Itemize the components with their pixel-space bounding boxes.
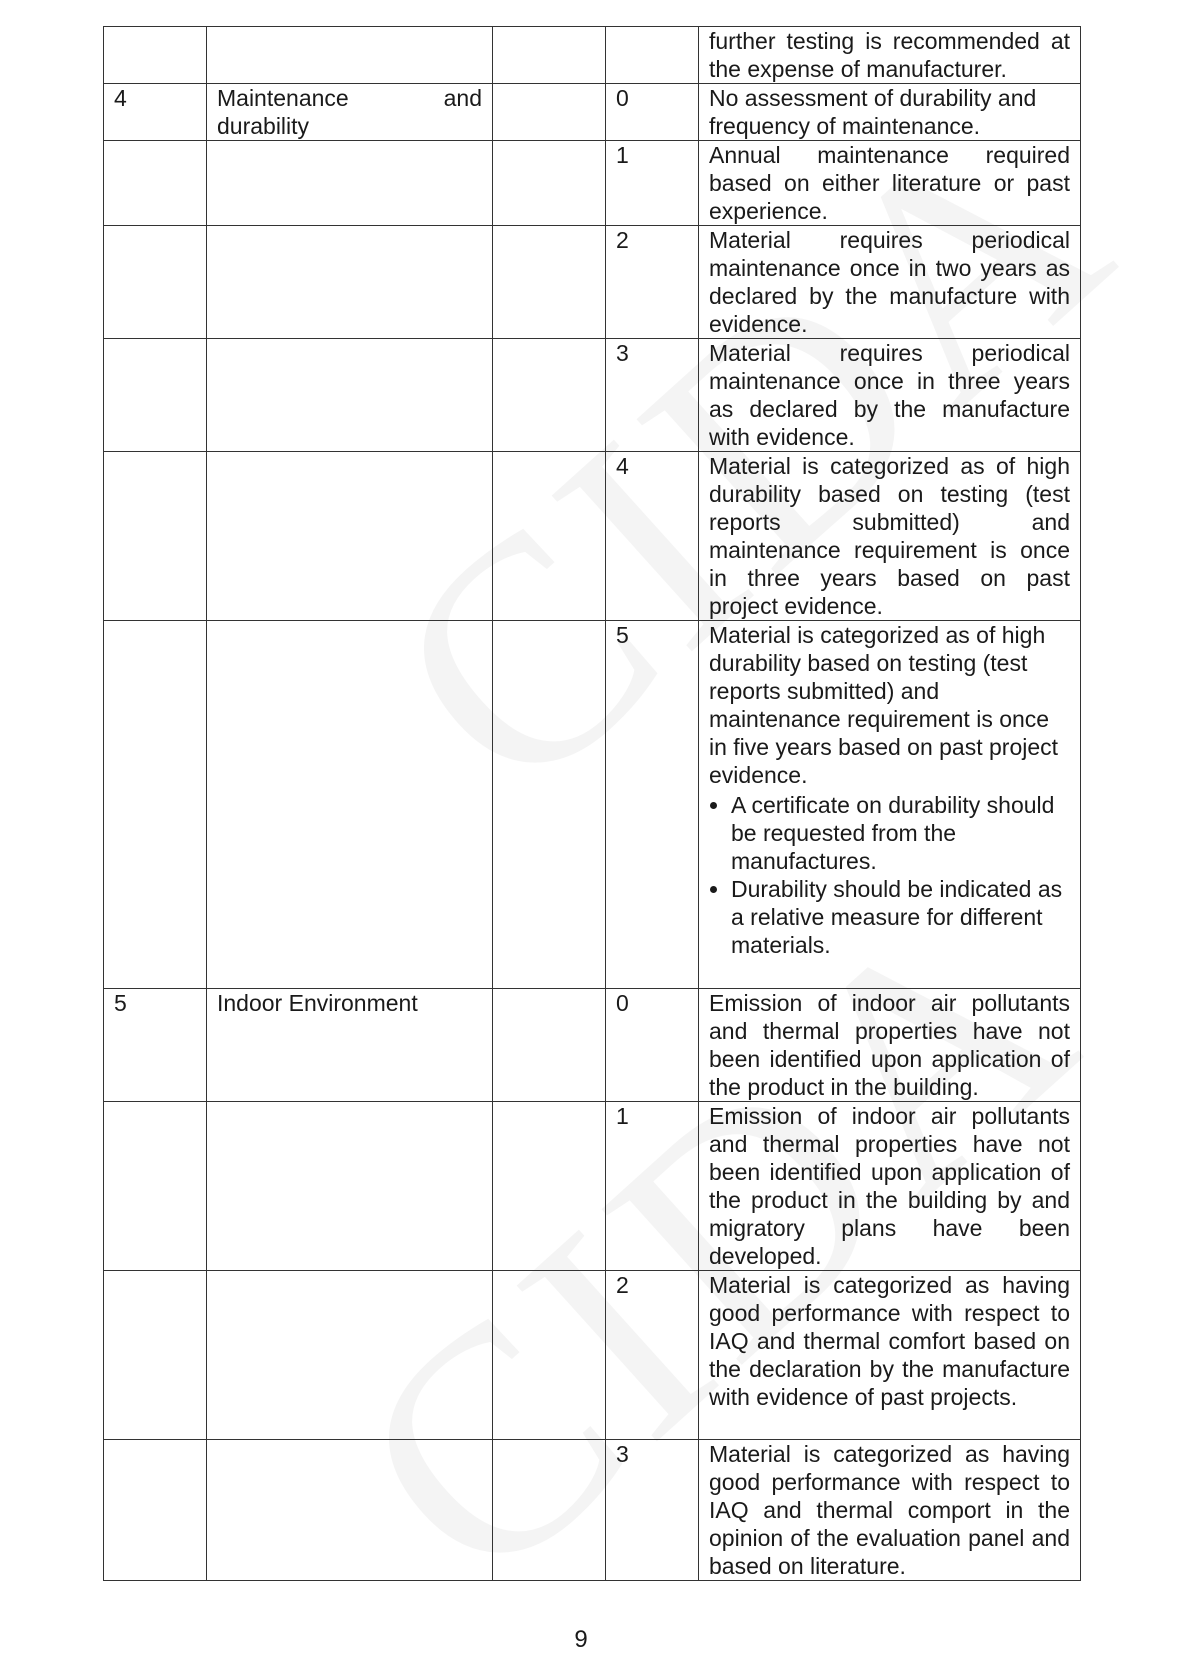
empty-cell: [493, 1440, 606, 1581]
criterion-cell: [207, 339, 493, 452]
score-cell: 2: [606, 1271, 699, 1440]
empty-cell: [493, 141, 606, 226]
description-cell: Emission of indoor air pollutants and thermal properties have not been identified upon application of the product in the building.: [699, 989, 1081, 1102]
score-cell: 3: [606, 1440, 699, 1581]
table-row: [104, 989, 1081, 1102]
empty-cell: [493, 1271, 606, 1440]
row-number: 4: [104, 84, 207, 141]
criterion-cell: [207, 621, 493, 989]
empty-cell: [493, 1102, 606, 1271]
row-number: [104, 1440, 207, 1581]
empty-cell: [493, 989, 606, 1102]
row-number: [104, 226, 207, 339]
score-cell: 0: [606, 84, 699, 141]
description-cell: Annual maintenance required based on either literature or past experience.: [699, 141, 1081, 226]
score-cell: 1: [606, 141, 699, 226]
bullet-list: [709, 791, 1070, 959]
criterion-cell: [207, 1102, 493, 1271]
table-row: [104, 84, 1081, 141]
description-cell: Material requires periodical maintenance once in two years as declared by the manufacture with evidence.: [699, 226, 1081, 339]
table-row: [104, 1440, 1081, 1581]
criterion-cell: Maintenance and durability: [207, 84, 493, 141]
criterion-cell: [207, 27, 493, 84]
table-row: [104, 452, 1081, 621]
score-cell: 1: [606, 1102, 699, 1271]
description-cell: Emission of indoor air pollutants and thermal properties have not been identified upon application of the product in the building by and migratory plans have been developed.: [699, 1102, 1081, 1271]
score-cell: 4: [606, 452, 699, 621]
description-cell: Material is categorized as of high durability based on testing (test reports submitted) and maintenance requirement is once in three years based on past project evidence.: [699, 452, 1081, 621]
empty-cell: [493, 621, 606, 989]
empty-cell: [493, 339, 606, 452]
score-cell: 2: [606, 226, 699, 339]
table-row: [104, 1271, 1081, 1440]
criteria-table: [103, 26, 1081, 1581]
description-cell: [699, 621, 1081, 989]
row-number: [104, 621, 207, 989]
empty-cell: [493, 226, 606, 339]
bullet-item: • A certificate on durability should be requested from the manufactures.: [731, 791, 1070, 875]
row-number: [104, 27, 207, 84]
empty-cell: [493, 27, 606, 84]
score-cell: 5: [606, 621, 699, 989]
bullet-item: • Durability should be indicated as a relative measure for different materials.: [731, 875, 1070, 959]
criterion-cell: [207, 226, 493, 339]
empty-cell: [493, 84, 606, 141]
score-cell: 3: [606, 339, 699, 452]
description-cell: No assessment of durability and frequency of maintenance.: [699, 84, 1081, 141]
row-number: [104, 1102, 207, 1271]
table-row: [104, 621, 1081, 989]
criterion-cell: [207, 452, 493, 621]
criterion-cell: [207, 141, 493, 226]
description-text: Material is categorized as of high durability based on testing (test reports submitted) and maintenance requirement is once in five years based on past project evidence.: [709, 622, 1059, 788]
table-row: [104, 339, 1081, 452]
table-row: [104, 1102, 1081, 1271]
description-cell: Material is categorized as having good performance with respect to IAQ and thermal comfort based on the declaration by the manufacture with evidence of past projects.: [699, 1271, 1081, 1440]
page-number: 9: [574, 1626, 588, 1653]
table-row: [104, 141, 1081, 226]
description-cell: Material is categorized as having good performance with respect to IAQ and thermal comport in the opinion of the evaluation panel and based on literature.: [699, 1440, 1081, 1581]
criterion-cell: [207, 1440, 493, 1581]
row-number: [104, 141, 207, 226]
empty-cell: [493, 452, 606, 621]
description-cell: further testing is recommended at the expense of manufacturer.: [699, 27, 1081, 84]
row-number: [104, 452, 207, 621]
criterion-cell: [207, 1271, 493, 1440]
row-number: [104, 1271, 207, 1440]
table-row: [104, 226, 1081, 339]
description-cell: Material requires periodical maintenance once in three years as declared by the manufacture with evidence.: [699, 339, 1081, 452]
row-number: 5: [104, 989, 207, 1102]
table-row: [104, 27, 1081, 84]
row-number: [104, 339, 207, 452]
score-cell: [606, 27, 699, 84]
criterion-cell: Indoor Environment: [207, 989, 493, 1102]
score-cell: 0: [606, 989, 699, 1102]
